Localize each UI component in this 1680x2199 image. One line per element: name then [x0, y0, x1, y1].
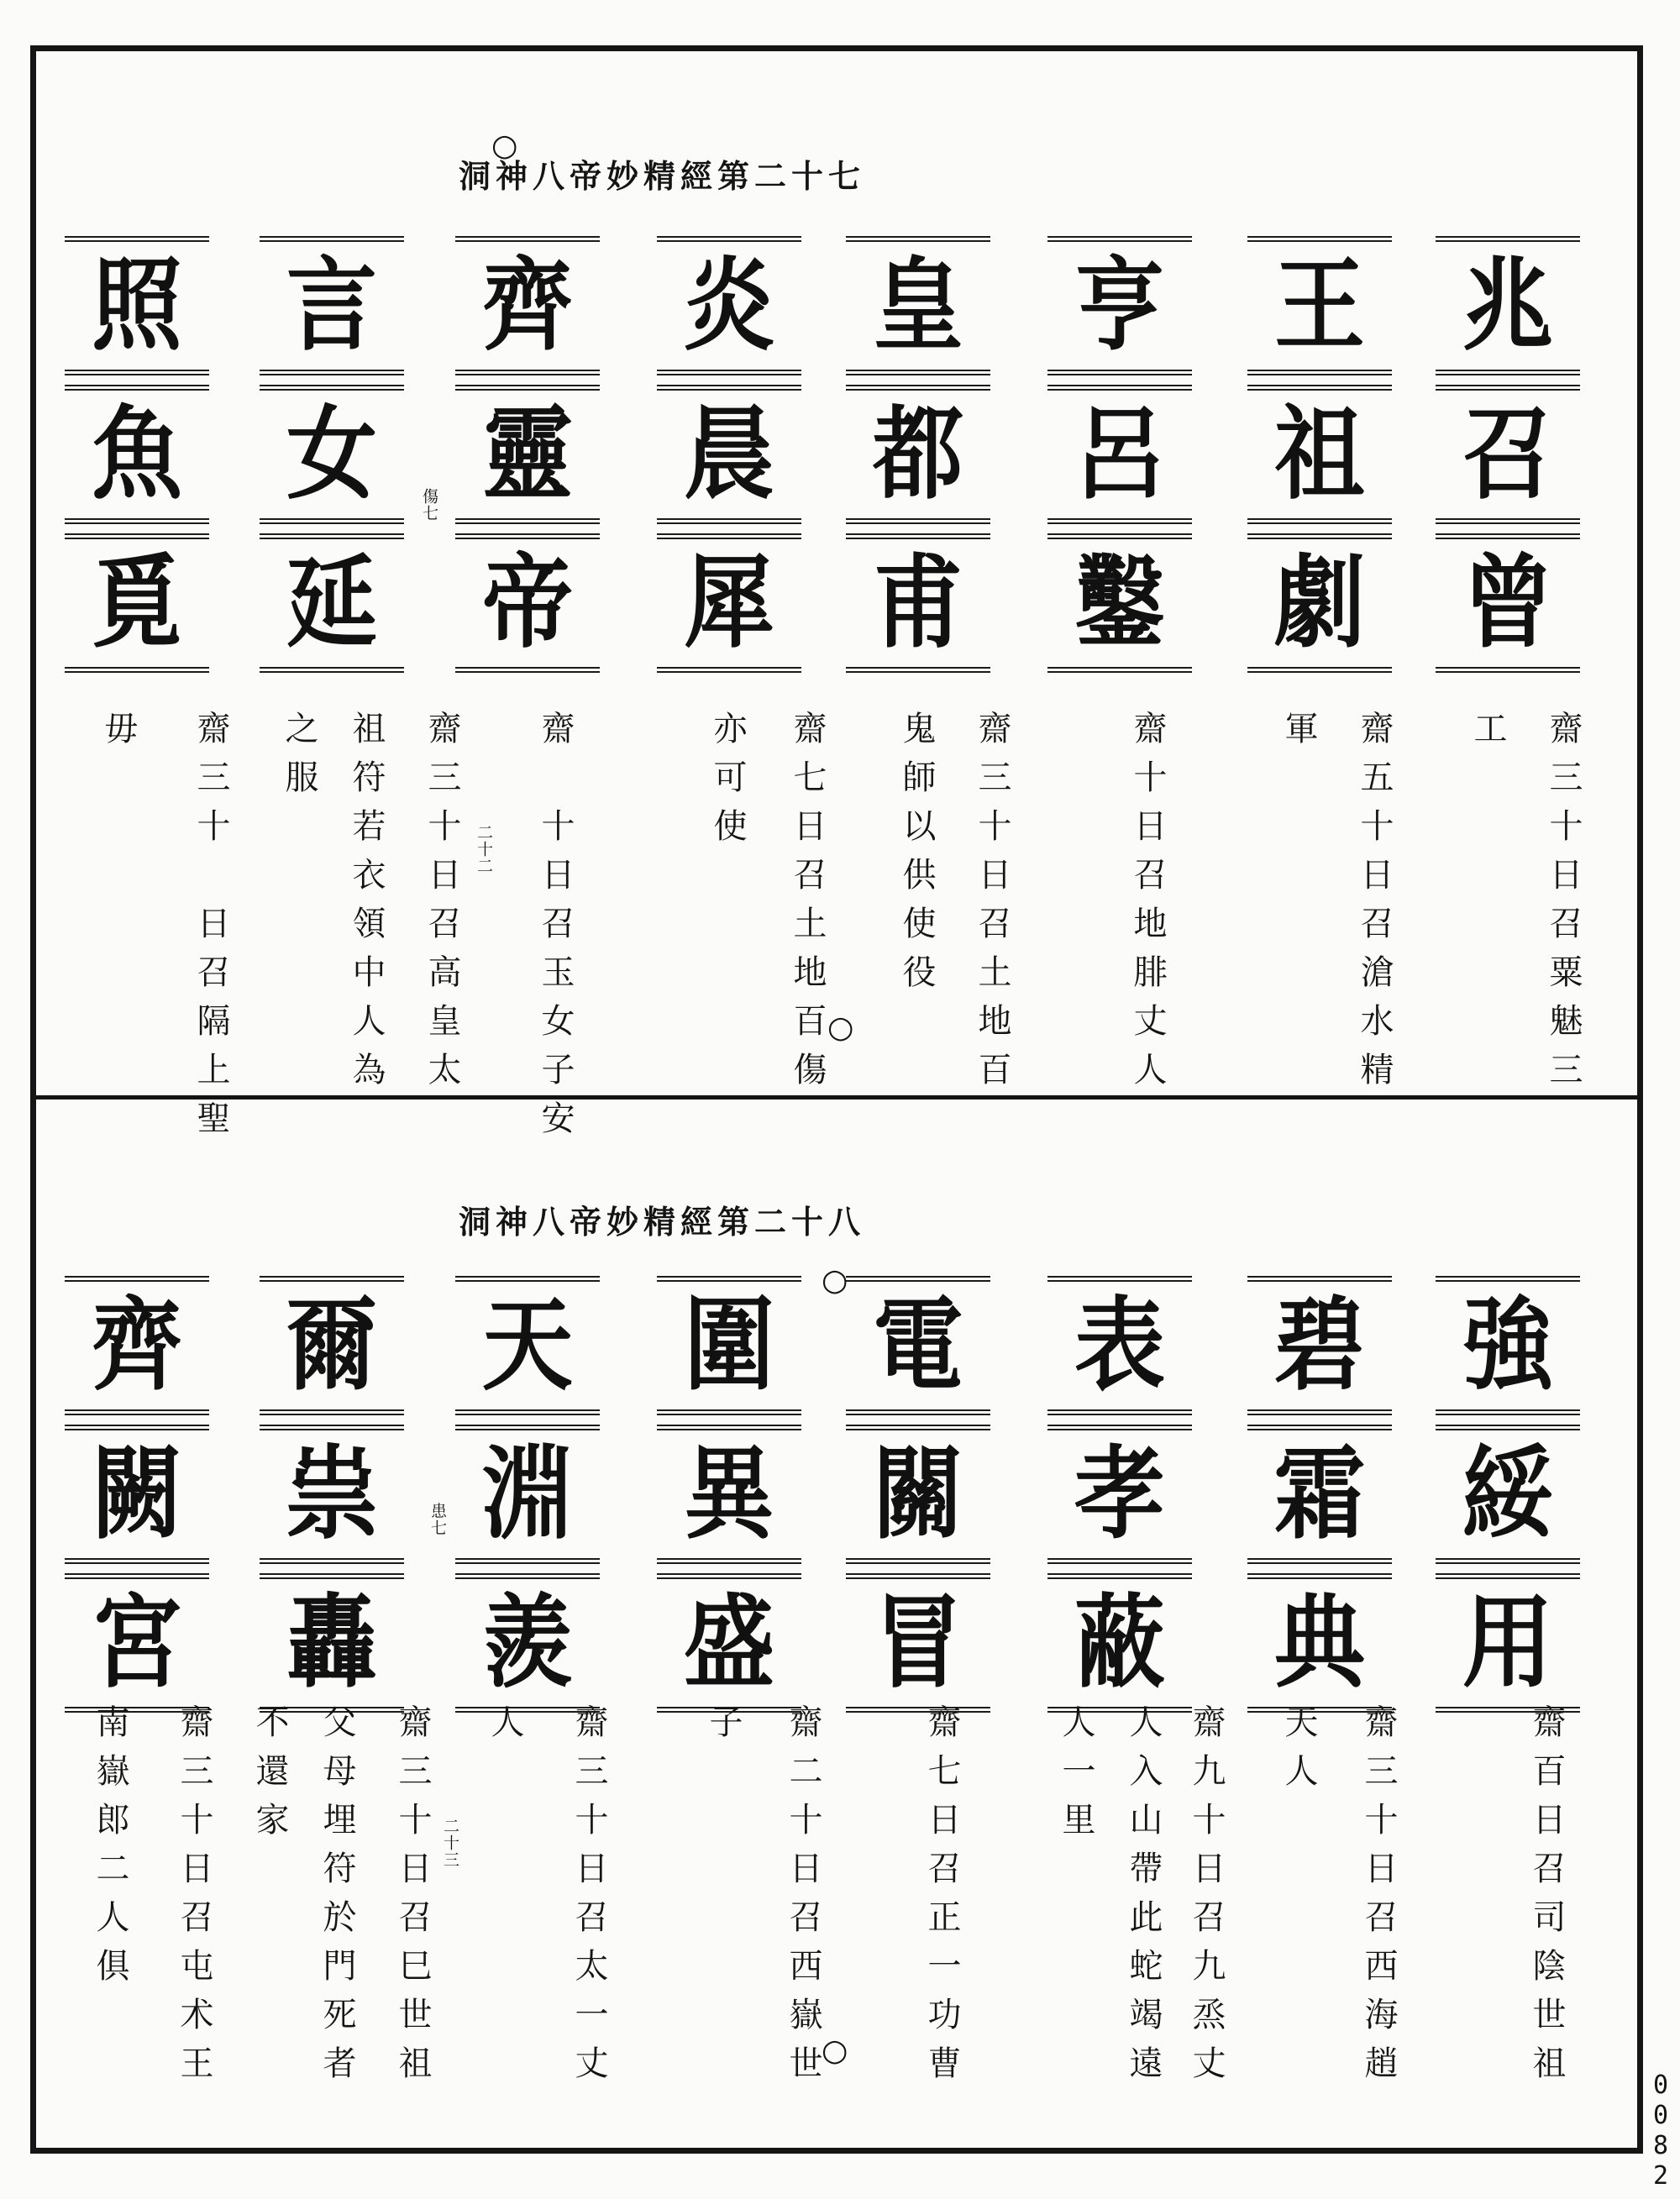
- text-column: 齋三十日召屯术王: [175, 1704, 213, 2094]
- text-column: 齋二十日召西嶽世: [784, 1704, 822, 2094]
- seal-note: 傷七: [420, 488, 438, 522]
- circle-mark: ○: [822, 1263, 848, 1298]
- text-note: 二十三: [441, 1818, 459, 1868]
- text-column: 人: [486, 1704, 524, 1753]
- text-column: 齋三十日召太一丈: [570, 1704, 608, 2094]
- seal-glyph: 甫: [846, 533, 990, 673]
- header-section: 第二十八: [717, 1203, 866, 1241]
- header-title: 洞神八帝妙精經: [459, 1203, 718, 1241]
- running-header: [393, 1196, 865, 1242]
- seal-glyph: 覓: [65, 533, 209, 673]
- text-column: 人一里: [1057, 1704, 1095, 1850]
- seal-glyph: 犀: [657, 533, 801, 673]
- seal-glyph: 圍: [657, 1276, 801, 1415]
- text-column: 工: [1468, 711, 1507, 759]
- text-column: 齋三十日召巳世祖: [393, 1704, 432, 2094]
- seal-glyph: 表: [1047, 1276, 1192, 1415]
- seal-glyph: 祟: [260, 1425, 404, 1564]
- text-column: 毋: [99, 711, 138, 759]
- text-column: 齋百日召司陰世祖: [1527, 1704, 1566, 2094]
- seal-column: [843, 236, 994, 673]
- running-header: [393, 150, 865, 197]
- seal-glyph: 帝: [455, 533, 600, 673]
- header-section: 第二十七: [717, 157, 866, 195]
- text-column: 齋三十 日召隔上聖: [192, 711, 230, 1149]
- seal-glyph: 齊: [455, 236, 600, 375]
- seal-glyph: 宮: [65, 1573, 209, 1713]
- seal-glyph: 靈: [455, 385, 600, 524]
- panel-lower: [36, 1100, 1637, 2148]
- seal-glyph: 言: [260, 236, 404, 375]
- seal-glyph: 皇: [846, 236, 990, 375]
- seal-glyph: 晨: [657, 385, 801, 524]
- seal-glyph: 劇: [1247, 533, 1392, 673]
- seal-column: [1244, 236, 1395, 673]
- text-column: 鬼師以供使役: [897, 711, 936, 1003]
- seal-glyph: 女: [260, 385, 404, 524]
- seal-column: [1044, 1276, 1195, 1713]
- text-column: 不還家: [250, 1704, 289, 1850]
- seal-glyph: 用: [1436, 1573, 1580, 1713]
- seal-glyph: 鑿: [1047, 533, 1192, 673]
- seal-glyph: 強: [1436, 1276, 1580, 1415]
- seal-glyph: 王: [1247, 236, 1392, 375]
- seal-glyph: 蔽: [1047, 1573, 1192, 1713]
- text-note: 二十二: [475, 824, 493, 874]
- text-column: 齋七日召正一功曹: [922, 1704, 961, 2094]
- text-column: 天人: [1279, 1704, 1318, 1802]
- seal-glyph: 延: [260, 533, 404, 673]
- seal-glyph: 亨: [1047, 236, 1192, 375]
- text-column: 齋九十日召九烝丈: [1187, 1704, 1226, 2094]
- seal-column: [452, 1276, 603, 1713]
- seal-glyph: 呂: [1047, 385, 1192, 524]
- text-column: 亦可使: [708, 711, 747, 857]
- seal-glyph: 都: [846, 385, 990, 524]
- seal-column: [654, 1276, 805, 1713]
- circle-mark: ○: [491, 129, 518, 163]
- seal-glyph: 霜: [1247, 1425, 1392, 1564]
- seal-glyph: 炎: [657, 236, 801, 375]
- seal-glyph: 闕: [65, 1425, 209, 1564]
- seal-column: [452, 236, 603, 673]
- seal-glyph: 綏: [1436, 1425, 1580, 1564]
- circle-mark: ○: [822, 2034, 848, 2068]
- text-column: 南嶽郎二人俱: [91, 1704, 129, 1997]
- text-column: 人入山帶此蛇竭遠: [1124, 1704, 1163, 2094]
- seal-column: [61, 1276, 213, 1713]
- text-column: 齋三十日召土地百: [973, 711, 1011, 1100]
- seal-glyph: 冒: [846, 1573, 990, 1713]
- seal-column: [1432, 1276, 1583, 1713]
- seal-column: [256, 1276, 407, 1713]
- seal-glyph: 爾: [260, 1276, 404, 1415]
- seal-column: [1044, 236, 1195, 673]
- seal-glyph: 碧: [1247, 1276, 1392, 1415]
- seal-column: [654, 236, 805, 673]
- seal-glyph: 天: [455, 1276, 600, 1415]
- text-column: 之服: [280, 711, 318, 808]
- seal-glyph: 羨: [455, 1573, 600, 1713]
- seal-glyph: 召: [1436, 385, 1580, 524]
- seal-glyph: 異: [657, 1425, 801, 1564]
- page-number: 0082: [1652, 2070, 1669, 2191]
- text-column: 齋十日召地腓丈人: [1128, 711, 1167, 1100]
- seal-glyph: 關: [846, 1425, 990, 1564]
- seal-glyph: 電: [846, 1276, 990, 1415]
- seal-glyph: 轟: [260, 1573, 404, 1713]
- seal-glyph: 典: [1247, 1573, 1392, 1713]
- text-column: 軍: [1279, 711, 1318, 759]
- seal-note: 患七: [428, 1503, 447, 1536]
- seal-glyph: 孝: [1047, 1425, 1192, 1564]
- seal-glyph: 照: [65, 236, 209, 375]
- text-column: 祖符若衣領中人為: [347, 711, 386, 1100]
- seal-column: [1432, 236, 1583, 673]
- seal-glyph: 魚: [65, 385, 209, 524]
- header-title: 洞神八帝妙精經: [459, 157, 718, 195]
- text-column: 父母埋符於門死者: [318, 1704, 356, 2094]
- text-column: 齋五十日召滄水精: [1355, 711, 1394, 1100]
- seal-glyph: 淵: [455, 1425, 600, 1564]
- text-column: 齋七日召土地百傷: [788, 711, 827, 1100]
- seal-glyph: 祖: [1247, 385, 1392, 524]
- seal-glyph: 盛: [657, 1573, 801, 1713]
- panel-upper: [36, 51, 1637, 1149]
- seal-glyph: 兆: [1436, 236, 1580, 375]
- text-column: 齋 十日召玉女子安: [536, 711, 575, 1149]
- circle-mark: ○: [827, 1010, 854, 1045]
- text-column: 子: [704, 1704, 743, 1753]
- seal-glyph: 曾: [1436, 533, 1580, 673]
- seal-column: [843, 1276, 994, 1713]
- text-column: 齋三十日召西海趙: [1359, 1704, 1398, 2094]
- text-column: 齋三十日召高皇太: [423, 711, 461, 1100]
- seal-glyph: 齊: [65, 1276, 209, 1415]
- seal-column: [256, 236, 407, 673]
- seal-column: [61, 236, 213, 673]
- seal-column: [1244, 1276, 1395, 1713]
- text-column: 齋三十日召粟魅三: [1544, 711, 1583, 1100]
